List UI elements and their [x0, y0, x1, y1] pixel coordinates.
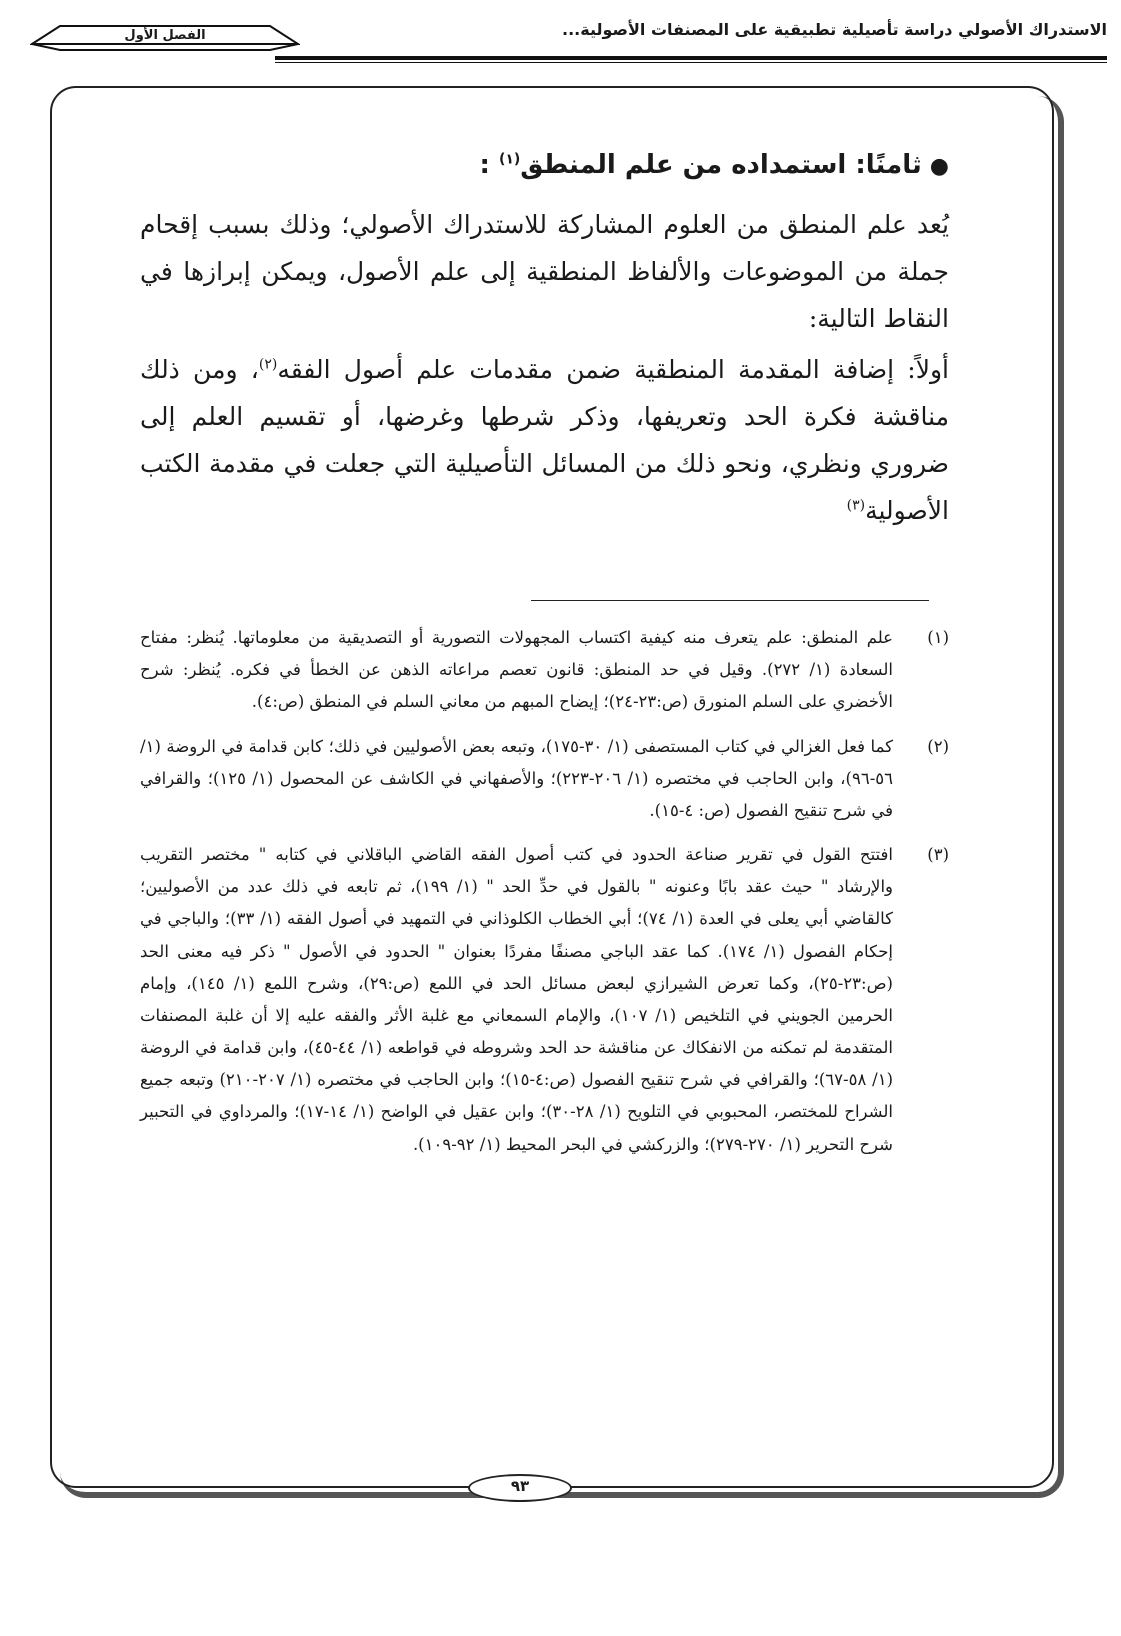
- bullet-icon: ●: [929, 154, 949, 179]
- footnotes: [140, 622, 949, 1173]
- footnote-number: (٢): [927, 736, 949, 756]
- paragraph-2: [140, 346, 949, 534]
- footnote-text: افتتح القول في تقرير صناعة الحدود في كتب أصول الفقه القاضي الباقلاني في كتابه " مختصر التقريب والإرشاد " حيث عقد بابًا وعنونه " بالقول في حدِّ الحد " (١/ ١٩٩)، ثم تابعه في ذلك عدد من الأصوليين؛ كالقاضي أبي يعلى في العدة (١/ ٧٤)؛ أبي الخطاب الكلوذاني في التمهيد في أصول الفقه (١/ ٣٣)؛ والباجي في إحكام الفصول (١/ ١٧٤). كما عقد الباجي مصنفًا مفردًا بعنوان " الحدود في الأصول " ذكر فيه معنى الحد (ص:٢٣-٢٥)، وكما تعرض الشيرازي لبعض مسائل الحد في اللمع (ص:٢٩)، وشرح اللمع (١/ ١٤٥)، وإمام الحرمين الجويني في التلخيص (١/ ١٠٧)، والإمام السمعاني مع غلبة الأثر والفقه عليه إلا أن غلبة المصنفات المتقدمة لم تمكنه من الانفكاك عن مناقشة حد الحد وشروطه في قواطعه (١/ ٤٤-٤٥)، وابن قدامة في الروضة (١/ ٥٨-٦٧)؛ والقرافي في شرح تنقيح الفصول (ص:٤-١٥)؛ وابن الحاجب في مختصره (١/ ٢٠٧-٢١٠) وتبعه جميع الشراح للمختصر، المحبوبي في التلويح (١/ ٢٨-٣٠)؛ وابن عقيل في الواضح (١/ ١٤-١٧)؛ والمرداوي في التحبير شرح التحرير (١/ ٢٧٠-٢٧٩)؛ والزركشي في البحر المحيط (١/ ٩٢-١٠٩).: [140, 845, 894, 1154]
- section-heading: [140, 146, 949, 185]
- footnote-3: [140, 839, 949, 1161]
- footnote-ref-2[interactable]: (٢): [258, 356, 278, 373]
- footnote-separator: [531, 600, 929, 601]
- section-heading-text: ثامنًا: استمداده من علم المنطق: [520, 150, 922, 180]
- header-rule: [275, 56, 1107, 60]
- footnote-2: [140, 731, 949, 828]
- footnote-1: [140, 622, 949, 719]
- footnote-text: علم المنطق: علم يتعرف منه كيفية اكتساب المجهولات التصورية أو التصديقية من معلوماتها. يُنظر: مفتاح السعادة (١/ ٢٧٢). وقيل في حد المنطق: قانون تعصم مراعاته الذهن عن الخطأ في فكره. يُنظر: شرح الأخضري على السلم المنورق (ص:٢٣-٢٤)؛ إيضاح المبهم من معاني السلم في المنطق (ص:٤).: [140, 628, 893, 712]
- paragraph-1: [140, 201, 949, 342]
- paragraph-1-text: يُعد علم المنطق من العلوم المشاركة للاستدراك الأصولي؛ وذلك بسبب إقحام جملة من الموضوعات والألفاظ المنطقية إلى علم الأصول، ويمكن إبرازها في النقاط التالية:: [140, 210, 950, 333]
- header-rule-thin: [275, 62, 1107, 63]
- chapter-tab: [30, 18, 300, 58]
- footnote-number: (١): [927, 628, 949, 647]
- section-heading-colon: :: [479, 150, 490, 180]
- footnote-text: كما فعل الغزالي في كتاب المستصفى (١/ ٣٠-١٧٥)، وتبعه بعض الأصوليين في ذلك؛ كابن قدامة في الروضة (١/ ٥٦-٩٦)، وابن الحاجب في مختصره (١/ ٢٠٦-٢٢٣)؛ والأصفهاني في الكاشف عن المحصول (١/ ١٢٥)؛ والقرافي في شرح تنقيح الفصول (ص: ٤-١٥).: [140, 736, 893, 820]
- page-number: ٩٣: [510, 1477, 530, 1495]
- paragraph-2-text-b: ، ومن ذلك مناقشة فكرة الحد وتعريفها، وذكر شرطها وغرضها، أو تقسيم العلم إلى ضروري ونظري، ونحو ذلك من المسائل التأصيلية التي جعلت في مقدمة الكتب الأصولية: [140, 355, 949, 525]
- footnote-ref-1[interactable]: (١): [498, 151, 521, 168]
- chapter-label: الفصل الأول: [124, 28, 206, 43]
- running-title: الاستدراك الأصولي دراسة تأصيلية تطبيقية على المصنفات الأصولية...: [562, 20, 1107, 39]
- footnote-number: (٣): [927, 845, 949, 865]
- paragraph-2-text-a: أولاً: إضافة المقدمة المنطقية ضمن مقدمات علم أصول الفقه: [277, 355, 949, 384]
- footnote-ref-3[interactable]: (٣): [846, 497, 866, 514]
- main-content: [140, 146, 949, 538]
